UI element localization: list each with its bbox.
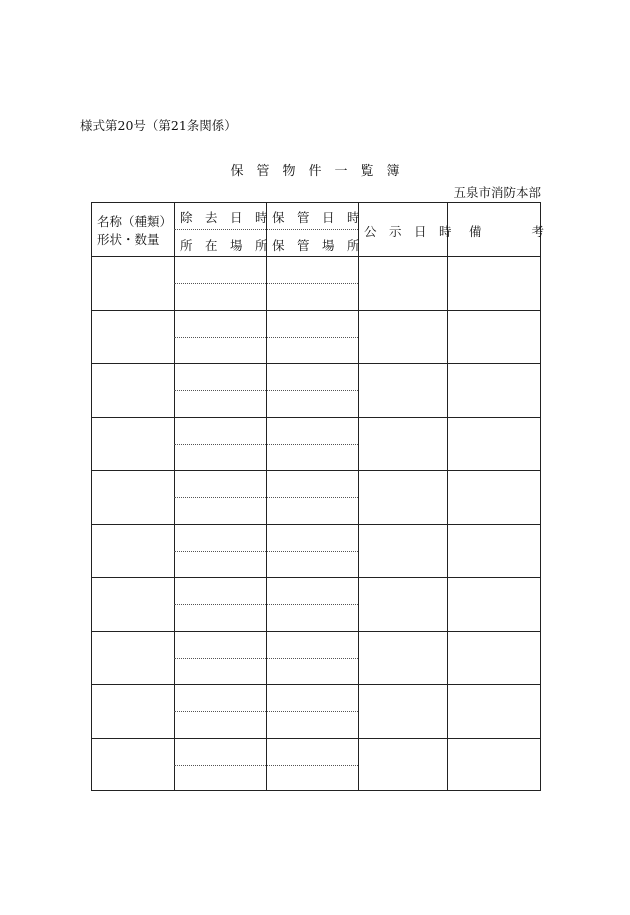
- header-removal-datetime: 除 去 日 時: [180, 210, 268, 225]
- table-cell-name: [92, 577, 174, 631]
- page-title: 保 管 物 件 一 覧 簿: [230, 164, 400, 179]
- table-cell-removal-datetime: [174, 577, 266, 604]
- header-remarks: 備 考: [469, 224, 545, 239]
- table-cell-name: [92, 631, 174, 685]
- table-cell-removal-datetime: [174, 417, 266, 444]
- table-cell-name: [92, 524, 174, 578]
- table-cell-storage-datetime: [266, 310, 358, 337]
- storage-ledger-table: [91, 202, 545, 791]
- table-cell-notice-datetime: [358, 577, 447, 631]
- table-cell-storage-place: [266, 551, 358, 578]
- table-cell-notice-datetime: [358, 417, 447, 471]
- table-cell-storage-datetime: [266, 470, 358, 497]
- table-cell-name: [92, 363, 174, 417]
- table-cell-storage-datetime: [266, 738, 358, 765]
- table-cell-storage-place: [266, 497, 358, 524]
- table-cell-remarks: [447, 738, 541, 792]
- table-cell-removal-datetime: [174, 684, 266, 711]
- table-cell-name: [92, 684, 174, 738]
- table-cell-remarks: [447, 684, 541, 738]
- table-cell-storage-datetime: [266, 256, 358, 283]
- table-cell-storage-place: [266, 765, 358, 792]
- table-cell-removal-datetime: [174, 310, 266, 337]
- table-cell-notice-datetime: [358, 631, 447, 685]
- table-cell-location: [174, 604, 266, 631]
- table-cell-storage-place: [266, 337, 358, 364]
- table-cell-storage-datetime: [266, 631, 358, 658]
- table-cell-location: [174, 444, 266, 471]
- table-cell-notice-datetime: [358, 256, 447, 310]
- table-cell-storage-datetime: [266, 577, 358, 604]
- table-cell-notice-datetime: [358, 470, 447, 524]
- table-cell-removal-datetime: [174, 256, 266, 283]
- table-cell-notice-datetime: [358, 524, 447, 578]
- table-cell-name: [92, 417, 174, 471]
- table-cell-notice-datetime: [358, 363, 447, 417]
- table-cell-remarks: [447, 524, 541, 578]
- table-cell-storage-datetime: [266, 684, 358, 711]
- table-cell-removal-datetime: [174, 738, 266, 765]
- table-cell-remarks: [447, 577, 541, 631]
- table-cell-remarks: [447, 417, 541, 471]
- header-notice-datetime: 公 示 日 時: [364, 224, 452, 239]
- table-cell-location: [174, 658, 266, 685]
- table-cell-storage-place: [266, 711, 358, 738]
- form-number: 様式第20号（第21条関係）: [80, 118, 237, 133]
- header-storage-place: 保 管 場 所: [272, 238, 360, 253]
- table-cell-location: [174, 283, 266, 310]
- table-cell-removal-datetime: [174, 524, 266, 551]
- header-name-line2: 形状・数量: [97, 232, 160, 247]
- table-cell-storage-place: [266, 444, 358, 471]
- table-cell-remarks: [447, 256, 541, 310]
- table-cell-name: [92, 738, 174, 792]
- table-cell-notice-datetime: [358, 684, 447, 738]
- table-cell-storage-place: [266, 390, 358, 417]
- table-cell-remarks: [447, 470, 541, 524]
- table-cell-remarks: [447, 363, 541, 417]
- header-dotted-divider: [174, 229, 358, 230]
- table-cell-storage-datetime: [266, 524, 358, 551]
- table-cell-name: [92, 310, 174, 364]
- table-cell-location: [174, 390, 266, 417]
- table-cell-storage-place: [266, 658, 358, 685]
- table-cell-location: [174, 711, 266, 738]
- issuer-name: 五泉市消防本部: [453, 185, 541, 200]
- table-cell-notice-datetime: [358, 738, 447, 792]
- table-cell-storage-place: [266, 283, 358, 310]
- table-cell-notice-datetime: [358, 310, 447, 364]
- header-location: 所 在 場 所: [180, 238, 268, 253]
- header-name-line1: 名称（種類）: [97, 214, 173, 229]
- table-cell-storage-datetime: [266, 363, 358, 390]
- table-cell-remarks: [447, 631, 541, 685]
- table-cell-location: [174, 551, 266, 578]
- table-cell-removal-datetime: [174, 470, 266, 497]
- header-storage-datetime: 保 管 日 時: [272, 210, 360, 225]
- table-cell-name: [92, 470, 174, 524]
- table-cell-location: [174, 497, 266, 524]
- table-cell-name: [92, 256, 174, 310]
- table-cell-location: [174, 765, 266, 792]
- table-cell-storage-datetime: [266, 417, 358, 444]
- table-cell-removal-datetime: [174, 631, 266, 658]
- table-cell-location: [174, 337, 266, 364]
- table-cell-remarks: [447, 310, 541, 364]
- table-cell-removal-datetime: [174, 363, 266, 390]
- table-cell-storage-place: [266, 604, 358, 631]
